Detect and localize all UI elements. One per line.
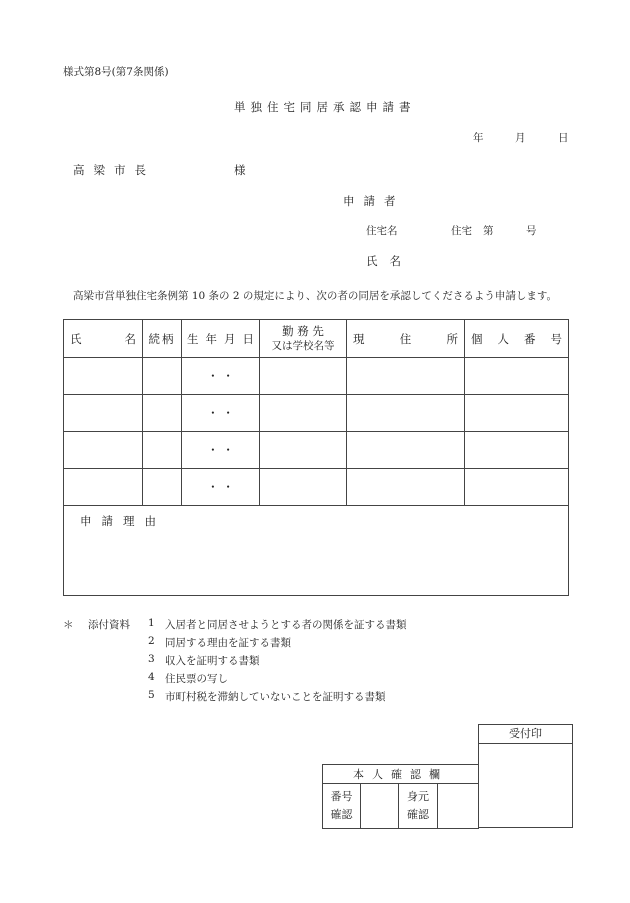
cell-relation[interactable] <box>143 432 182 469</box>
document-title: 単独住宅同居承認申請書 <box>234 100 416 114</box>
addressee-name: 高梁市長 <box>73 163 155 177</box>
confirmation-title: 本人確認欄 <box>323 765 479 784</box>
addressee-honorific: 様 <box>234 163 246 177</box>
housing-dai-label: 第 <box>483 225 494 237</box>
table-row <box>64 469 569 506</box>
date-year: 年 <box>473 132 484 144</box>
cell-personal-number[interactable] <box>465 432 569 469</box>
cell-name[interactable] <box>64 358 143 395</box>
cell-personal-number[interactable] <box>465 358 569 395</box>
cell-name[interactable] <box>64 395 143 432</box>
header-name: 氏 名 <box>64 320 143 358</box>
identity-confirmation-box <box>322 764 479 829</box>
identity-confirm-field[interactable] <box>438 784 479 829</box>
number-confirm-field[interactable] <box>361 784 399 829</box>
cell-birthdate[interactable]: ・ ・ <box>182 432 260 469</box>
date-month: 月 <box>515 132 526 144</box>
applicant-name-label: 氏名 <box>366 254 413 268</box>
housing-unit-label: 住宅 <box>451 225 472 237</box>
attachment-item: 収入を証明する書類 <box>165 655 260 667</box>
cell-personal-number[interactable] <box>465 395 569 432</box>
attachments-marker: ＊ <box>63 619 74 631</box>
cell-address[interactable] <box>347 358 465 395</box>
form-number: 様式第8号(第7条関係) <box>63 66 169 78</box>
receipt-stamp-label: 受付印 <box>479 725 572 744</box>
attachment-num: 4 <box>148 671 155 683</box>
reason-row <box>64 506 569 596</box>
header-personal-number: 個 人 番 号 <box>465 320 569 358</box>
attachments-label: 添付資料 <box>88 619 130 631</box>
cell-name[interactable] <box>64 469 143 506</box>
housing-name-label: 住宅名 <box>366 225 398 237</box>
header-relation: 続柄 <box>143 320 182 358</box>
identity-confirm-label: 身元 確認 <box>399 784 438 829</box>
attachment-num: 1 <box>148 617 155 629</box>
cell-workplace[interactable] <box>260 469 347 506</box>
attachment-item: 住民票の写し <box>165 673 228 685</box>
cell-relation[interactable] <box>143 358 182 395</box>
cell-name[interactable] <box>64 432 143 469</box>
cell-relation[interactable] <box>143 395 182 432</box>
cell-workplace[interactable] <box>260 395 347 432</box>
cell-address[interactable] <box>347 395 465 432</box>
header-workplace: 勤 務 先 又は学校名等 <box>260 320 347 358</box>
reason-field[interactable] <box>64 506 569 596</box>
cell-workplace[interactable] <box>260 432 347 469</box>
applicant-label: 申請者 <box>343 194 405 208</box>
housing-go-label: 号 <box>526 225 537 237</box>
attachment-num: 2 <box>148 635 155 647</box>
table-row <box>64 432 569 469</box>
cell-workplace[interactable] <box>260 358 347 395</box>
attachment-item: 市町村税を滞納していないことを証明する書類 <box>165 691 386 703</box>
attachment-num: 3 <box>148 653 155 665</box>
date-day: 日 <box>558 132 569 144</box>
table-header-row <box>64 320 569 358</box>
number-confirm-label: 番号 確認 <box>323 784 361 829</box>
cell-personal-number[interactable] <box>465 469 569 506</box>
body-text: 高梁市営単独住宅条例第 10 条の 2 の規定により、次の者の同居を承認してくださるよう申請します。 <box>73 290 558 302</box>
header-address: 現 住 所 <box>347 320 465 358</box>
cohabitant-table <box>63 319 569 596</box>
cell-birthdate[interactable]: ・ ・ <box>182 469 260 506</box>
receipt-stamp-box[interactable] <box>478 724 573 828</box>
cell-relation[interactable] <box>143 469 182 506</box>
attachment-item: 同居する理由を証する書類 <box>165 637 291 649</box>
header-birthdate: 生 年 月 日 <box>182 320 260 358</box>
table-row <box>64 358 569 395</box>
cell-birthdate[interactable]: ・ ・ <box>182 395 260 432</box>
table-row <box>64 395 569 432</box>
cell-address[interactable] <box>347 432 465 469</box>
attachment-item: 入居者と同居させようとする者の関係を証する書類 <box>165 619 407 631</box>
reason-label: 申請理由 <box>80 514 166 528</box>
cell-address[interactable] <box>347 469 465 506</box>
attachment-num: 5 <box>148 689 155 701</box>
cell-birthdate[interactable]: ・ ・ <box>182 358 260 395</box>
